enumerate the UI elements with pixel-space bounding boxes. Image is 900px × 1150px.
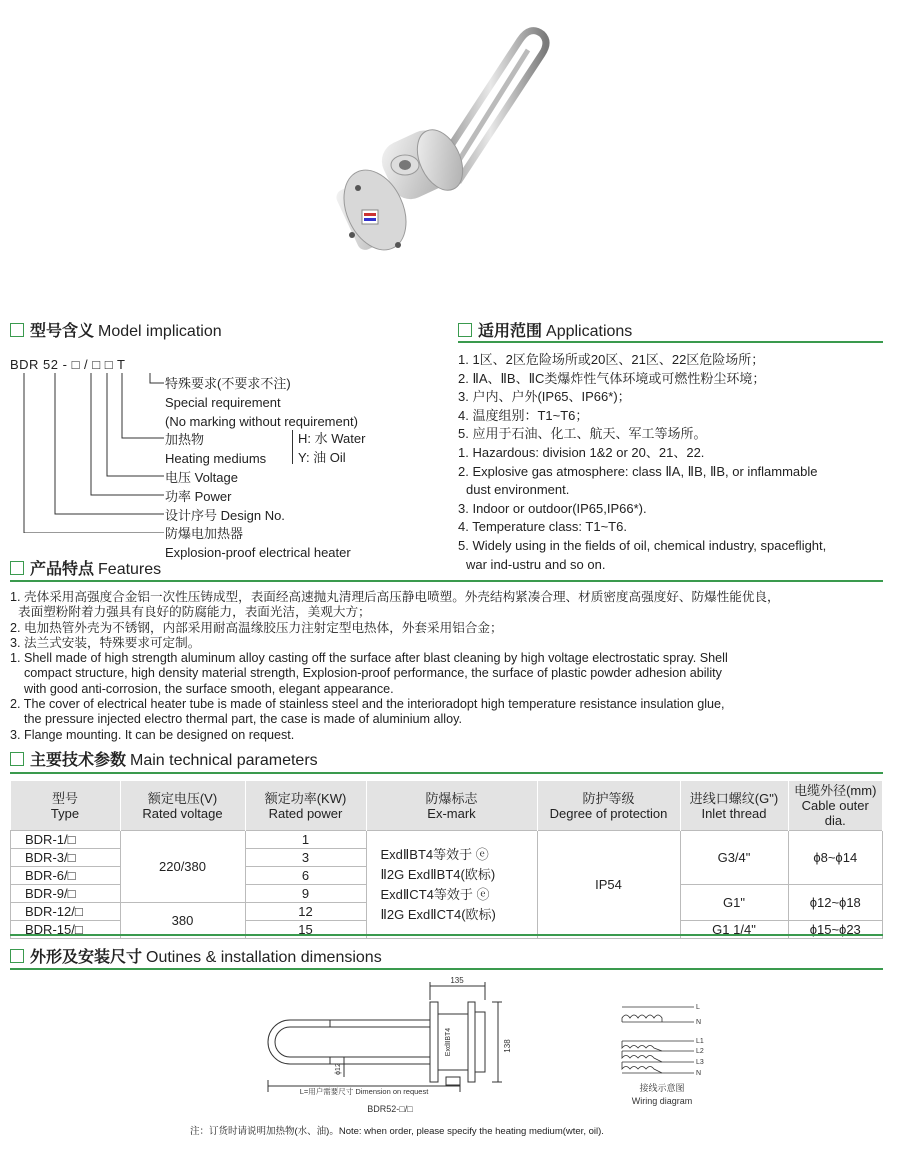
model-leader-lines: [10, 373, 170, 533]
col-power: 额定功率(KW) Rated power: [245, 781, 366, 831]
col-type: 型号 Type: [11, 781, 121, 831]
list-item: 2. Explosive gas atmosphere: class ⅡA, ⅡB, ⅡB, or inflammable: [458, 463, 818, 479]
medium-list: [298, 429, 365, 467]
dim-phi12: ϕ12: [335, 1063, 342, 1075]
col-cable: 电缆外径(mm) Cable outer dia.: [788, 781, 883, 831]
applications-rule: [458, 341, 883, 343]
model-labels: [165, 375, 358, 563]
dim-135: 135: [450, 976, 464, 985]
col-protection: 防护等级 Degree of protection: [537, 781, 680, 831]
cell-type: BDR-3/□: [11, 849, 121, 867]
list-item: 5. 应用于石油、化工、航天、军工等场所。: [458, 426, 707, 442]
wire-L: L: [696, 1004, 700, 1011]
list-item: 1. Hazardous: division 1&2 or 20、21、22.: [458, 444, 705, 460]
list-item: dust environment.: [466, 482, 570, 498]
applications-list: [458, 351, 826, 574]
wiring-caption-en: Wiring diagram: [631, 1096, 693, 1106]
label-heating: 加热物: [165, 432, 205, 448]
cell-power: 15: [245, 921, 366, 939]
dim-L: L=用户需要尺寸 Dimension on request: [299, 1087, 429, 1096]
list-item: 2. The cover of electrical heater tube is made of stainless steel and the interioradopt high temperature resistance insulation glue,: [10, 697, 725, 712]
wire-L1: L1: [696, 1038, 704, 1045]
cell-type: BDR-12/□: [11, 903, 121, 921]
product-image: [330, 20, 560, 265]
cell-power: 3: [245, 849, 366, 867]
wiring-diagram: [612, 996, 722, 1116]
cell-type: BDR-1/□: [11, 831, 121, 849]
col-voltage: 额定电压(V) Rated voltage: [120, 781, 245, 831]
features-list: [10, 590, 780, 743]
applications-section-title: 适用范围 Applications: [458, 318, 632, 341]
list-item: with good anti-corrosion, the surface smooth, elegant appearance.: [24, 681, 394, 696]
wiring-caption-cn: 接线示意图: [639, 1083, 685, 1093]
outline-drawing: [260, 972, 525, 1122]
list-item: 4. 温度组别：T1~T6；: [458, 407, 589, 423]
cell-protection: IP54: [537, 831, 680, 939]
label-heater: 防爆电加热器: [165, 526, 244, 542]
label-power: 功率 Power: [165, 488, 232, 504]
col-exmark: 防爆标志 Ex-mark: [366, 781, 537, 831]
wire-L2: L2: [696, 1048, 704, 1055]
features-rule: [10, 580, 883, 582]
cell-type: BDR-9/□: [11, 885, 121, 903]
checkbox-icon: [10, 949, 24, 963]
checkbox-icon: [458, 323, 472, 337]
model-section-title: 型号含义 Model implication: [10, 318, 222, 341]
list-item: 5. Widely using in the fields of oil, chemical industry, spaceflight,: [458, 537, 827, 553]
medium-bracket: [292, 430, 293, 464]
params-table: [10, 781, 883, 939]
wire-N2: N: [696, 1070, 702, 1077]
checkbox-icon: [10, 561, 24, 575]
list-item: 1. 壳体采用高强度合金铝一次性压铸成型，表面经高速抛丸清理后高压静电喷塑。外壳结构紧凑合理、材质密度高强度好、防爆性能优良，: [10, 590, 780, 604]
params-section-title: 主要技术参数 Main technical parameters: [10, 747, 318, 770]
cell-type: BDR-6/□: [11, 867, 121, 885]
table-row: [11, 831, 883, 849]
label-special-en: Special requirement: [165, 394, 281, 410]
model-caption: BDR52-□/□: [367, 1104, 413, 1114]
list-item: 3. Flange mounting. It can be designed on request.: [10, 727, 295, 742]
list-item: 2. ⅡA、ⅡB、ⅡC类爆炸性气体环境或可燃性粉尘环境；: [458, 370, 766, 386]
cell-exmark: ExdⅡBT4等效于 ⓔ Ⅱ2G ExdⅡBT4(欧标) ExdⅡCT4等效于 ⓔ Ⅱ2G ExdⅡCT4(欧标): [366, 831, 537, 939]
label-heater-en: Explosion-proof electrical heater: [165, 545, 351, 561]
params-rule: [10, 772, 883, 774]
order-note: 注：订货时请说明加热物(水、油)。Note: when order, please specify the heating medium(wter, oil).: [190, 1126, 604, 1137]
list-item: the pressure injected electro thermal part, the case is made of aluminium alloy.: [24, 712, 462, 727]
list-item: 3. Indoor or outdoor(IP65,IP66*).: [458, 500, 647, 516]
body-mark: ExdⅡBT4: [445, 1027, 452, 1057]
dimensions-rule: [10, 968, 883, 970]
cell-thread: G1": [680, 885, 788, 921]
list-item: 2. 电加热管外壳为不锈钢，内部采用耐高温缘胶压力注射定型电热体，外套采用铝合金；: [10, 620, 503, 635]
list-item: 3. 户内、户外(IP65、IP66*)；: [458, 389, 631, 405]
list-item: 表面塑粉附着力强具有良好的防腐能力，表面光洁，美观大方；: [18, 605, 371, 620]
list-item: 3. 法兰式安装，特殊要求可定制。: [10, 635, 201, 650]
dim-138: 138: [503, 1039, 512, 1053]
list-item: compact structure, high density material strength, Explosion-proof performance, the surface of plastic powder adhesion ability: [24, 666, 722, 681]
label-no-marking: (No marking without requirement): [165, 413, 358, 429]
list-item: 1. Shell made of high strength aluminum alloy casting off the surface after blast cleaning by high voltage electrostatic spray. Shell: [10, 651, 728, 666]
list-item: 4. Temperature class: T1~T6.: [458, 519, 627, 535]
params-table-bottom-rule: [10, 934, 883, 936]
label-heating-en: Heating mediums: [165, 451, 267, 467]
cell-cable: ϕ8~ϕ14: [788, 831, 883, 885]
cell-voltage: 220/380: [120, 831, 245, 903]
cell-cable: ϕ15~ϕ23: [788, 921, 883, 939]
wire-L3: L3: [696, 1059, 704, 1066]
cell-power: 1: [245, 831, 366, 849]
cell-voltage: 380: [120, 903, 245, 939]
features-section-title: 产品特点 Features: [10, 556, 161, 579]
checkbox-icon: [10, 323, 24, 337]
cell-power: 9: [245, 885, 366, 903]
medium-oil: Y: 油 Oil: [298, 450, 346, 465]
table-header-row: [11, 781, 883, 831]
cell-thread: G1 1/4": [680, 921, 788, 939]
medium-water: H: 水 Water: [298, 431, 366, 446]
label-voltage: 电压 Voltage: [165, 469, 238, 485]
label-special: 特殊要求(不要求不注): [165, 376, 291, 391]
list-item: 1. 1区、2区危险场所或20区、21区、22区危险场所；: [458, 352, 765, 367]
dimensions-section-title: 外形及安装尺寸 Outines & installation dimensions: [10, 944, 382, 967]
checkbox-icon: [10, 752, 24, 766]
label-design-no: 设计序号 Design No.: [165, 507, 285, 523]
cell-power: 12: [245, 903, 366, 921]
cell-type: BDR-15/□: [11, 921, 121, 939]
cell-cable: ϕ12~ϕ18: [788, 885, 883, 921]
list-item: war ind-ustru and so on.: [466, 556, 606, 572]
cell-power: 6: [245, 867, 366, 885]
wire-N: N: [696, 1019, 702, 1026]
cell-thread: G3/4": [680, 831, 788, 885]
model-code: BDR 52 - □ / □ □ T: [10, 357, 126, 372]
col-thread: 进线口螺纹(G") Inlet thread: [680, 781, 788, 831]
